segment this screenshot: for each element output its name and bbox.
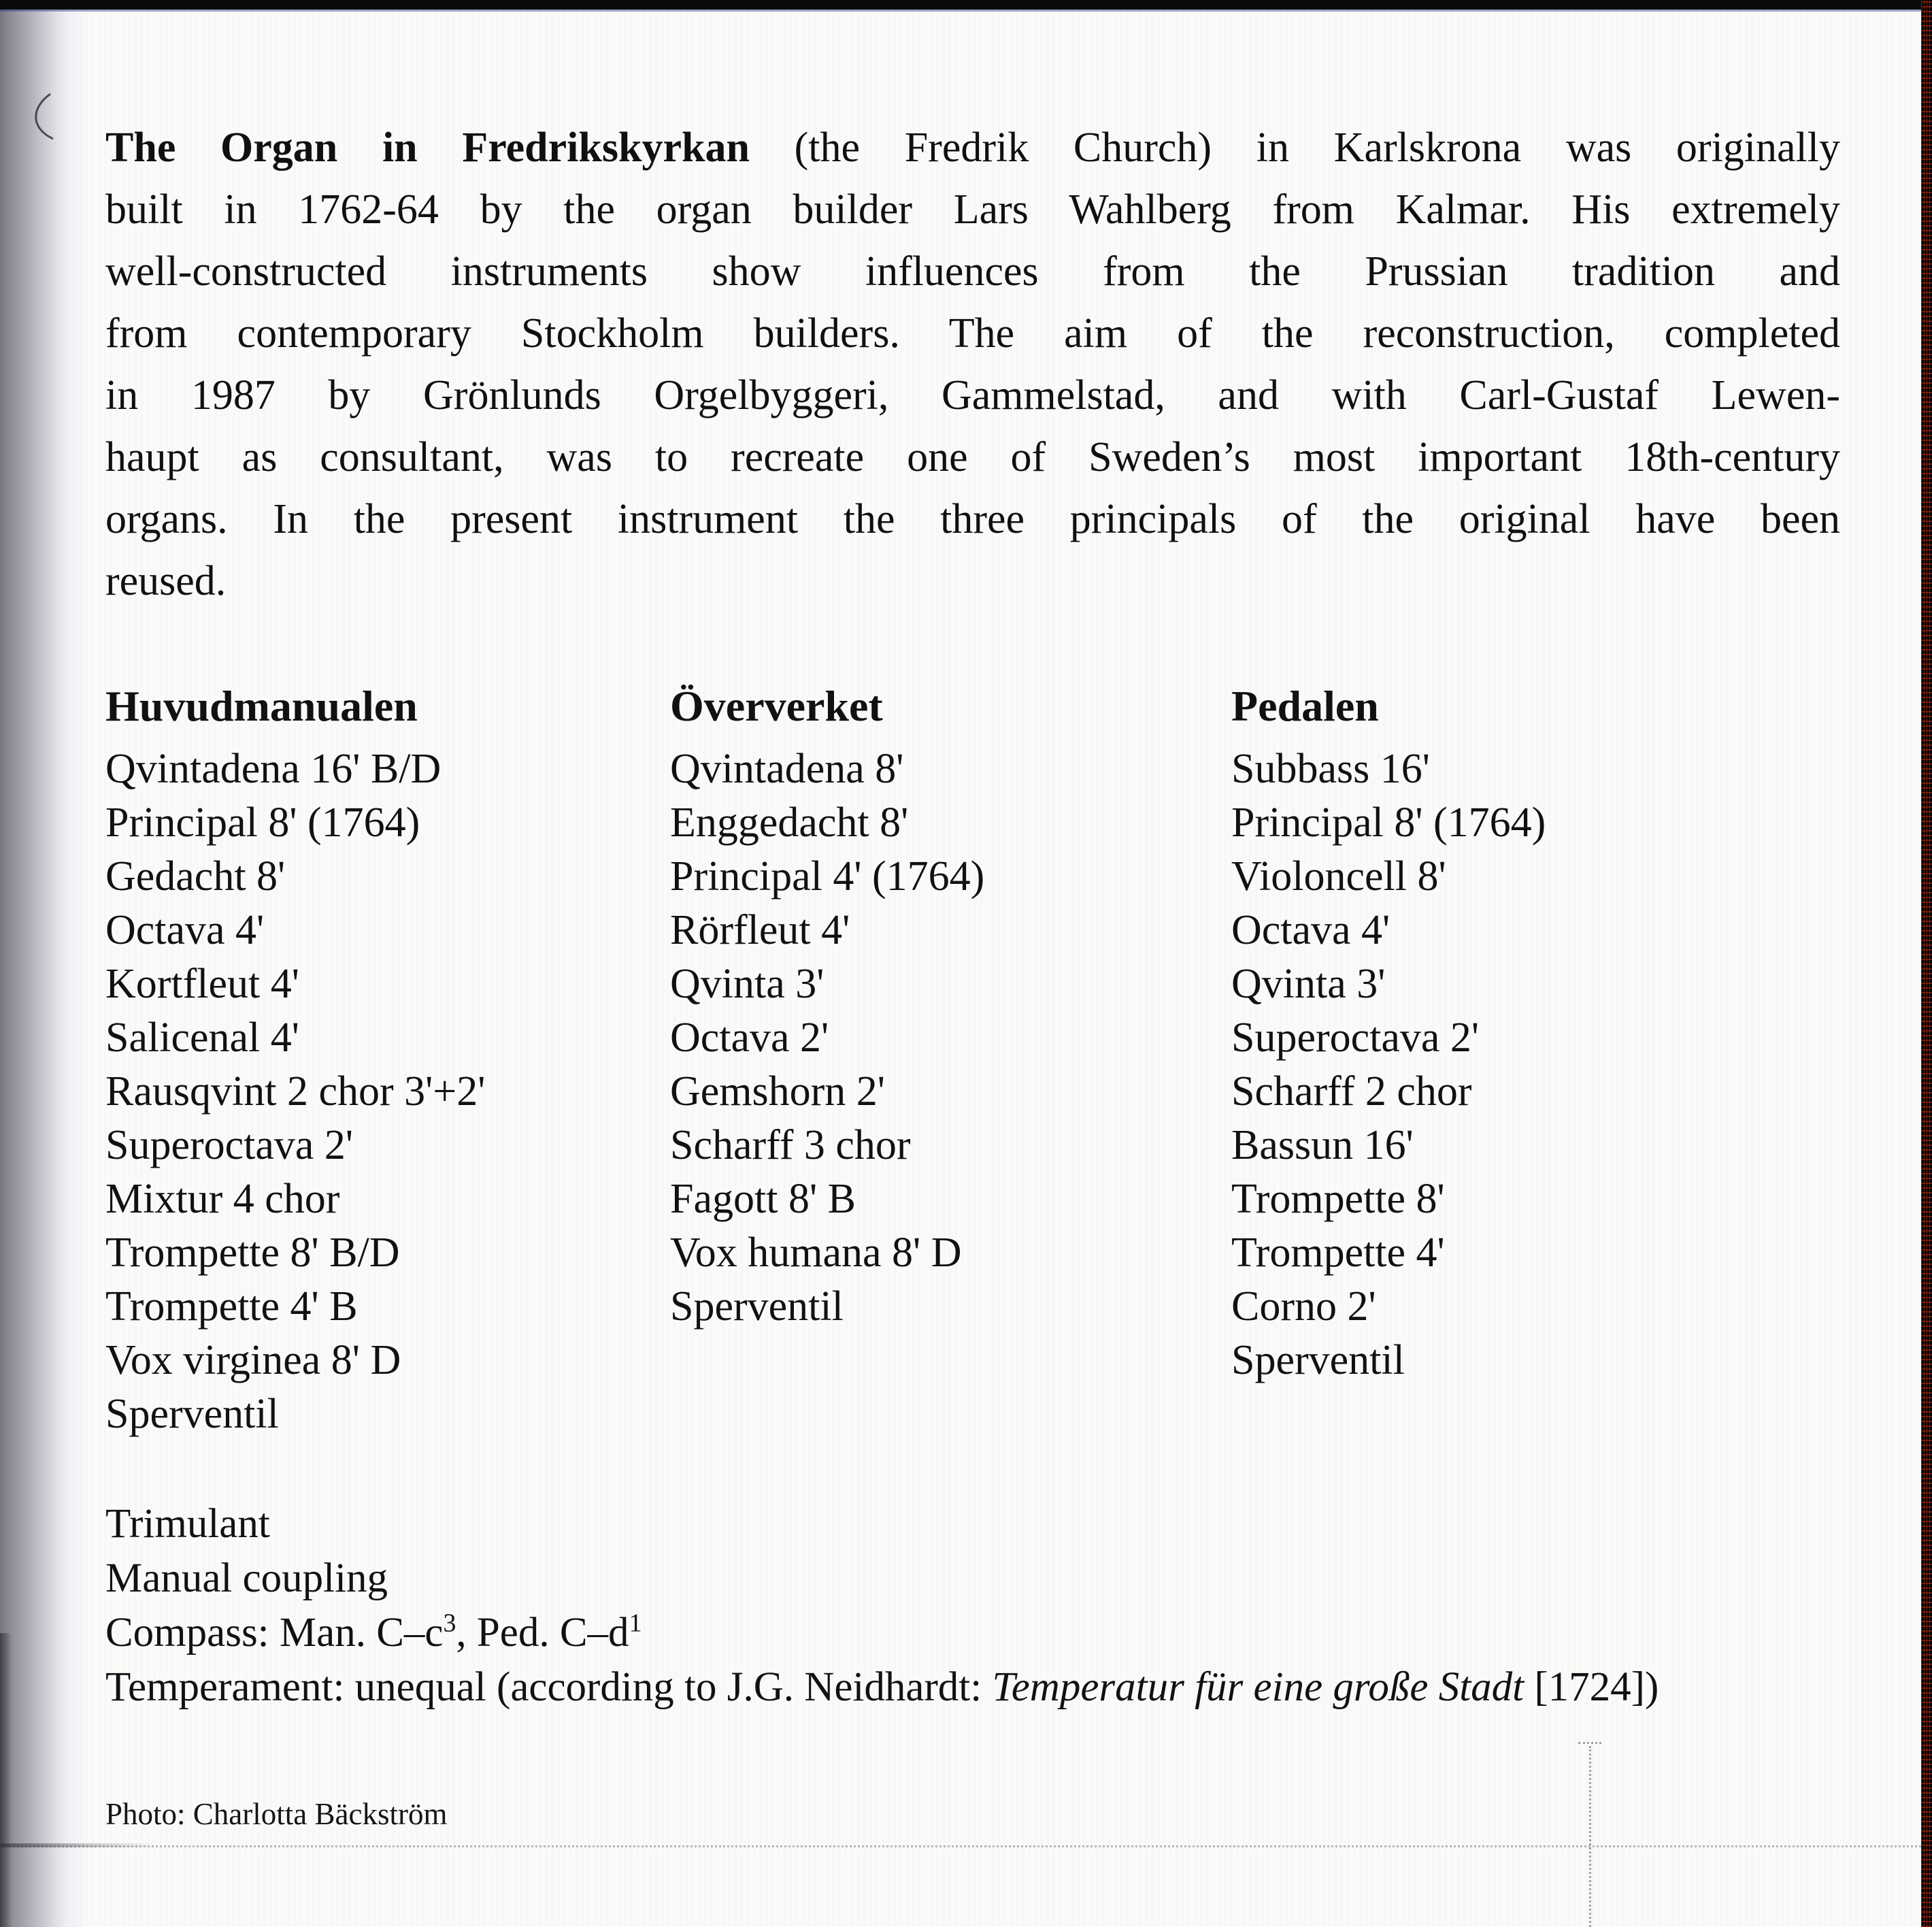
column-header: Pedalen	[1231, 682, 1379, 730]
paragraph-line: from contemporary Stockholm builders. The aim of the reconstruction, completed	[105, 310, 1840, 357]
stop-item: Sperventil	[670, 1283, 844, 1330]
stop-item: Fagott 8' B	[670, 1176, 856, 1222]
temperament-title: Temperatur für eine große Stadt	[992, 1664, 1525, 1710]
stop-item: Octava 4'	[105, 907, 265, 953]
paragraph-line: well-constructed instruments show influences from the Prussian tradition and	[105, 248, 1840, 295]
compass-superscript: 3	[443, 1609, 456, 1638]
stop-item: Qvinta 3'	[670, 961, 825, 1007]
watermark-line-bach: BACH	[1549, 1764, 1635, 1799]
paragraph-line: in 1987 by Grönlunds Orgelbyggeri, Gammelstad, and with Carl-Gustaf Lewen-	[105, 372, 1840, 418]
paragraph-line: organs. In the present instrument the three principals of the original have been	[105, 496, 1840, 542]
organ-details	[105, 1497, 1874, 1715]
stop-item: Rausqvint 2 chor 3'+2'	[105, 1068, 486, 1115]
paragraph-line	[105, 117, 1840, 179]
stop-item: Scharff 3 chor	[670, 1122, 911, 1168]
paragraph-lead-rest: (the Fredrik Church) in Karlskrona was originally	[749, 125, 1840, 171]
watermark	[1432, 1764, 1752, 1886]
paragraph-line: built in 1762-64 by the organ builder Lars Wahlberg from Kalmar. His extremely	[105, 186, 1840, 233]
temperament-prefix: Temperament: unequal (according to J.G. Neidhardt:	[105, 1664, 993, 1710]
stoplist-column-huvudmanualen	[105, 677, 656, 1441]
stop-item: Bassun 16'	[1231, 1122, 1414, 1168]
temperament-suffix: [1724])	[1524, 1664, 1659, 1710]
paragraph-line: haupt as consultant, was to recreate one of Sweden’s most important 18th-century	[105, 434, 1840, 480]
stop-item: Qvintadena 16' B/D	[105, 746, 442, 792]
stop-item: Corno 2'	[1231, 1283, 1376, 1330]
stop-item: Violoncell 8'	[1231, 853, 1446, 900]
page-crease-shadow	[0, 1843, 156, 1847]
stoplist-column-oververket	[670, 677, 1221, 1334]
column-header: Huvudmanualen	[105, 682, 418, 730]
stop-item: Salicenal 4'	[105, 1015, 299, 1061]
paragraph-lead-bold: The Organ in Fredrikskyrkan	[105, 125, 750, 171]
stop-item: Scharff 2 chor	[1231, 1068, 1472, 1115]
stoplist-column-pedalen	[1231, 677, 1816, 1387]
stop-item: Gemshorn 2'	[670, 1068, 885, 1115]
left-spine-gradient	[0, 0, 88, 1927]
stop-item: Vox virginea 8' D	[105, 1337, 401, 1383]
photo-credit: Photo: Charlotta Bäckström	[105, 1797, 448, 1831]
stop-item: Kortfleut 4'	[105, 961, 299, 1007]
stop-item: Sperventil	[1231, 1337, 1405, 1383]
watermark-line-complete-organ-music: COMPLETE ORGAN MUSIC	[1493, 1818, 1690, 1885]
stop-item: Octava 4'	[1231, 907, 1390, 953]
stop-item: Trompette 8' B/D	[105, 1230, 400, 1276]
compass-mid: , Ped. C–d	[456, 1610, 629, 1656]
stop-item: Gedacht 8'	[105, 853, 286, 900]
column-header: Öververket	[670, 682, 883, 730]
stop-item: Superoctava 2'	[1231, 1015, 1480, 1061]
registration-tick	[1578, 1742, 1601, 1744]
stop-item: Principal 8' (1764)	[1231, 800, 1546, 846]
stop-item: Rörfleut 4'	[670, 907, 850, 953]
top-edge-strip	[0, 0, 1932, 10]
stop-item: Enggedacht 8'	[670, 800, 909, 846]
right-edge-strip	[1921, 0, 1932, 1927]
stop-item: Trompette 4' B	[105, 1283, 358, 1330]
scan-artifact-hair	[29, 90, 76, 144]
stop-item: Principal 4' (1764)	[670, 853, 985, 900]
stop-item: Octava 2'	[670, 1015, 829, 1061]
stop-item: Principal 8' (1764)	[105, 800, 420, 846]
stop-item: Trompette 8'	[1231, 1176, 1445, 1222]
intro-paragraph	[105, 117, 1840, 612]
stop-item: Subbass 16'	[1231, 746, 1430, 792]
stop-item: Sperventil	[105, 1391, 279, 1437]
stop-item: Trompette 4'	[1231, 1230, 1445, 1276]
stop-item: Mixtur 4 chor	[105, 1176, 340, 1222]
compass-prefix: Compass: Man. C–c	[105, 1610, 444, 1656]
detail-line-tremulant: Trimulant	[105, 1501, 270, 1547]
stop-item: Vox humana 8' D	[670, 1230, 962, 1276]
paragraph-line: reused.	[105, 558, 227, 604]
compass-superscript: 1	[629, 1609, 642, 1638]
detail-line-temperament	[105, 1660, 1874, 1715]
stop-item: Superoctava 2'	[105, 1122, 354, 1168]
stop-item: Qvintadena 8'	[670, 746, 904, 792]
stop-item: Qvinta 3'	[1231, 961, 1386, 1007]
left-spine-shadow	[0, 1633, 12, 1927]
top-edge-blue-line	[0, 10, 1932, 12]
detail-line-compass	[105, 1606, 1874, 1660]
detail-line-coupling: Manual coupling	[105, 1555, 388, 1601]
